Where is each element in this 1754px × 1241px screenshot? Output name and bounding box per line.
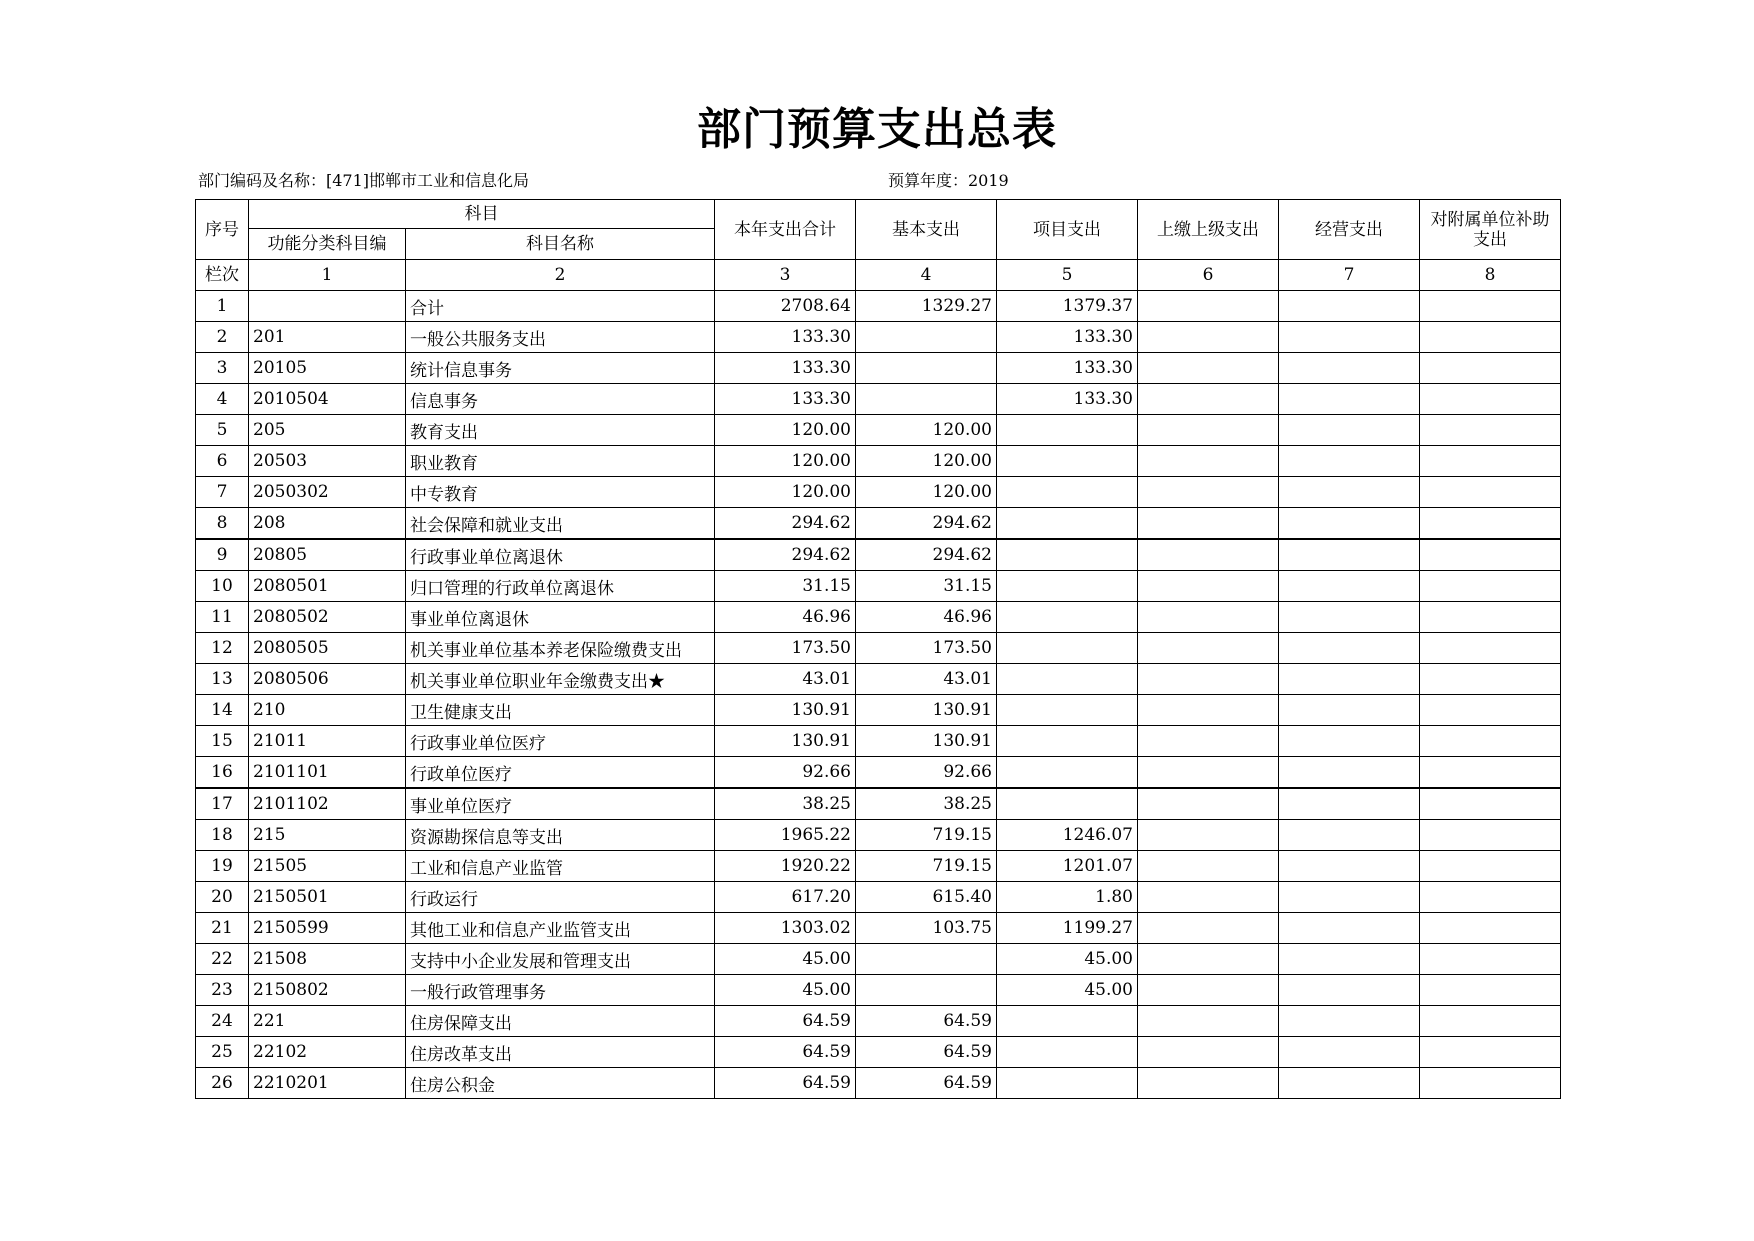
row-total: 133.30 (715, 322, 856, 353)
row-subject-name: 社会保障和就业支出 (406, 508, 715, 540)
row-seq: 17 (196, 788, 249, 820)
table-row (196, 602, 1561, 633)
row-subsidy (1420, 539, 1561, 571)
row-upper-pay (1138, 695, 1279, 726)
row-project (997, 1037, 1138, 1068)
row-func-code: 2150802 (249, 975, 406, 1006)
row-basic: 43.01 (856, 664, 997, 695)
budget-year-label: 预算年度：2019 (888, 171, 1009, 190)
row-project: 133.30 (997, 353, 1138, 384)
table-row (196, 664, 1561, 695)
row-project (997, 664, 1138, 695)
row-subsidy (1420, 913, 1561, 944)
table-row (196, 851, 1561, 882)
row-subject-name: 住房公积金 (406, 1068, 715, 1099)
row-seq: 23 (196, 975, 249, 1006)
row-total: 64.59 (715, 1068, 856, 1099)
row-total: 173.50 (715, 633, 856, 664)
row-total: 1965.22 (715, 820, 856, 851)
row-func-code: 215 (249, 820, 406, 851)
row-total: 31.15 (715, 571, 856, 602)
row-subject-name: 一般公共服务支出 (406, 322, 715, 353)
row-total: 92.66 (715, 757, 856, 789)
header-column-index: 栏次 (196, 260, 249, 291)
row-seq: 4 (196, 384, 249, 415)
row-subsidy (1420, 602, 1561, 633)
row-basic: 130.91 (856, 726, 997, 757)
row-func-code: 2080501 (249, 571, 406, 602)
row-subject-name: 支持中小企业发展和管理支出 (406, 944, 715, 975)
row-upper-pay (1138, 944, 1279, 975)
row-operation (1279, 508, 1420, 540)
row-operation (1279, 539, 1420, 571)
column-number: 8 (1420, 260, 1561, 291)
row-project (997, 757, 1138, 789)
row-func-code: 201 (249, 322, 406, 353)
row-subsidy (1420, 882, 1561, 913)
row-subject-name: 事业单位离退休 (406, 602, 715, 633)
row-project: 1.80 (997, 882, 1138, 913)
row-basic (856, 384, 997, 415)
row-func-code: 221 (249, 1006, 406, 1037)
row-project (997, 788, 1138, 820)
table-row (196, 695, 1561, 726)
row-operation (1279, 1037, 1420, 1068)
row-func-code: 20105 (249, 353, 406, 384)
row-upper-pay (1138, 1006, 1279, 1037)
row-seq: 25 (196, 1037, 249, 1068)
row-total: 64.59 (715, 1037, 856, 1068)
row-operation (1279, 291, 1420, 322)
header-func-code: 功能分类科目编 (249, 229, 406, 260)
row-total: 1920.22 (715, 851, 856, 882)
column-number: 2 (406, 260, 715, 291)
header-seq: 序号 (196, 200, 249, 260)
row-func-code: 2080506 (249, 664, 406, 695)
row-subject-name: 卫生健康支出 (406, 695, 715, 726)
row-basic: 64.59 (856, 1068, 997, 1099)
column-number: 7 (1279, 260, 1420, 291)
row-basic: 294.62 (856, 508, 997, 540)
row-operation (1279, 602, 1420, 633)
row-func-code: 21011 (249, 726, 406, 757)
row-subsidy (1420, 291, 1561, 322)
row-upper-pay (1138, 788, 1279, 820)
row-seq: 14 (196, 695, 249, 726)
row-seq: 13 (196, 664, 249, 695)
row-seq: 18 (196, 820, 249, 851)
row-seq: 2 (196, 322, 249, 353)
row-subject-name: 行政运行 (406, 882, 715, 913)
row-upper-pay (1138, 913, 1279, 944)
row-subject-name: 资源勘探信息等支出 (406, 820, 715, 851)
row-upper-pay (1138, 571, 1279, 602)
row-seq: 26 (196, 1068, 249, 1099)
table-row (196, 415, 1561, 446)
row-subsidy (1420, 975, 1561, 1006)
budget-expenditure-table (195, 199, 1561, 1099)
department-label: 部门编码及名称：[471]邯郸市工业和信息化局 (198, 171, 530, 190)
row-total: 130.91 (715, 695, 856, 726)
row-basic: 1329.27 (856, 291, 997, 322)
row-func-code: 2210201 (249, 1068, 406, 1099)
row-operation (1279, 633, 1420, 664)
page-title: 部门预算支出总表 (697, 104, 1057, 155)
row-basic: 120.00 (856, 446, 997, 477)
row-subject-name: 一般行政管理事务 (406, 975, 715, 1006)
row-operation (1279, 944, 1420, 975)
row-upper-pay (1138, 1037, 1279, 1068)
row-subsidy (1420, 353, 1561, 384)
row-seq: 24 (196, 1006, 249, 1037)
row-basic: 64.59 (856, 1037, 997, 1068)
row-subject-name: 行政事业单位离退休 (406, 539, 715, 571)
row-subsidy (1420, 851, 1561, 882)
row-subsidy (1420, 446, 1561, 477)
row-upper-pay (1138, 384, 1279, 415)
row-basic (856, 944, 997, 975)
row-seq: 15 (196, 726, 249, 757)
row-subject-name: 机关事业单位基本养老保险缴费支出 (406, 633, 715, 664)
row-total: 133.30 (715, 384, 856, 415)
row-seq: 22 (196, 944, 249, 975)
row-operation (1279, 695, 1420, 726)
table-row (196, 820, 1561, 851)
table-body (196, 291, 1561, 1099)
row-subject-name: 合计 (406, 291, 715, 322)
row-project (997, 726, 1138, 757)
table-row (196, 757, 1561, 789)
row-total: 45.00 (715, 975, 856, 1006)
row-operation (1279, 446, 1420, 477)
row-subject-name: 归口管理的行政单位离退休 (406, 571, 715, 602)
row-project: 1246.07 (997, 820, 1138, 851)
row-operation (1279, 726, 1420, 757)
row-func-code: 2101101 (249, 757, 406, 789)
row-subject-name: 信息事务 (406, 384, 715, 415)
column-number: 4 (856, 260, 997, 291)
column-number: 5 (997, 260, 1138, 291)
row-seq: 21 (196, 913, 249, 944)
row-upper-pay (1138, 633, 1279, 664)
header-subject-name: 科目名称 (406, 229, 715, 260)
row-total: 617.20 (715, 882, 856, 913)
row-operation (1279, 322, 1420, 353)
row-seq: 6 (196, 446, 249, 477)
row-operation (1279, 788, 1420, 820)
row-upper-pay (1138, 602, 1279, 633)
row-basic: 92.66 (856, 757, 997, 789)
row-upper-pay (1138, 820, 1279, 851)
table-row (196, 446, 1561, 477)
row-func-code: 20805 (249, 539, 406, 571)
row-operation (1279, 851, 1420, 882)
row-upper-pay (1138, 508, 1279, 540)
row-operation (1279, 664, 1420, 695)
row-basic: 120.00 (856, 477, 997, 508)
row-func-code: 21505 (249, 851, 406, 882)
row-upper-pay (1138, 539, 1279, 571)
row-func-code: 2150501 (249, 882, 406, 913)
header-subject: 科目 (249, 200, 715, 229)
column-number: 1 (249, 260, 406, 291)
table-row (196, 633, 1561, 664)
column-number: 3 (715, 260, 856, 291)
table-row (196, 726, 1561, 757)
row-total: 2708.64 (715, 291, 856, 322)
row-func-code: 2050302 (249, 477, 406, 508)
table-row (196, 322, 1561, 353)
row-upper-pay (1138, 1068, 1279, 1099)
row-basic: 38.25 (856, 788, 997, 820)
row-seq: 16 (196, 757, 249, 789)
row-upper-pay (1138, 975, 1279, 1006)
row-project (997, 415, 1138, 446)
row-subsidy (1420, 1068, 1561, 1099)
row-func-code: 208 (249, 508, 406, 540)
row-total: 133.30 (715, 353, 856, 384)
row-total: 43.01 (715, 664, 856, 695)
row-func-code: 205 (249, 415, 406, 446)
row-operation (1279, 415, 1420, 446)
row-upper-pay (1138, 882, 1279, 913)
row-operation (1279, 384, 1420, 415)
row-basic (856, 322, 997, 353)
row-upper-pay (1138, 415, 1279, 446)
header-upper-pay: 上缴上级支出 (1138, 200, 1279, 260)
row-project: 1379.37 (997, 291, 1138, 322)
row-basic: 615.40 (856, 882, 997, 913)
table-row (196, 353, 1561, 384)
row-total: 45.00 (715, 944, 856, 975)
header-basic: 基本支出 (856, 200, 997, 260)
row-basic: 46.96 (856, 602, 997, 633)
row-total: 130.91 (715, 726, 856, 757)
row-subsidy (1420, 664, 1561, 695)
row-func-code: 210 (249, 695, 406, 726)
row-upper-pay (1138, 851, 1279, 882)
row-total: 294.62 (715, 539, 856, 571)
row-subsidy (1420, 384, 1561, 415)
row-operation (1279, 975, 1420, 1006)
row-func-code: 2101102 (249, 788, 406, 820)
row-seq: 10 (196, 571, 249, 602)
row-total: 38.25 (715, 788, 856, 820)
row-operation (1279, 820, 1420, 851)
row-subject-name: 中专教育 (406, 477, 715, 508)
row-upper-pay (1138, 322, 1279, 353)
row-subject-name: 住房改革支出 (406, 1037, 715, 1068)
row-subject-name: 统计信息事务 (406, 353, 715, 384)
table-row (196, 508, 1561, 540)
row-func-code: 20503 (249, 446, 406, 477)
row-basic: 719.15 (856, 820, 997, 851)
row-subsidy (1420, 571, 1561, 602)
row-seq: 3 (196, 353, 249, 384)
table-row (196, 1037, 1561, 1068)
row-project: 1201.07 (997, 851, 1138, 882)
row-subsidy (1420, 508, 1561, 540)
row-subject-name: 行政单位医疗 (406, 757, 715, 789)
row-seq: 9 (196, 539, 249, 571)
row-seq: 5 (196, 415, 249, 446)
row-project (997, 1006, 1138, 1037)
table-row (196, 913, 1561, 944)
row-subsidy (1420, 944, 1561, 975)
row-basic: 120.00 (856, 415, 997, 446)
row-subsidy (1420, 477, 1561, 508)
row-upper-pay (1138, 353, 1279, 384)
row-upper-pay (1138, 726, 1279, 757)
row-subject-name: 职业教育 (406, 446, 715, 477)
row-total: 64.59 (715, 1006, 856, 1037)
row-upper-pay (1138, 664, 1279, 695)
row-project (997, 1068, 1138, 1099)
table-row (196, 975, 1561, 1006)
row-seq: 12 (196, 633, 249, 664)
row-total: 120.00 (715, 415, 856, 446)
row-project: 1199.27 (997, 913, 1138, 944)
row-func-code: 2080505 (249, 633, 406, 664)
column-number: 6 (1138, 260, 1279, 291)
row-subsidy (1420, 757, 1561, 789)
row-basic: 173.50 (856, 633, 997, 664)
row-upper-pay (1138, 291, 1279, 322)
row-upper-pay (1138, 477, 1279, 508)
row-subject-name: 教育支出 (406, 415, 715, 446)
row-project: 133.30 (997, 384, 1138, 415)
header-total: 本年支出合计 (715, 200, 856, 260)
row-func-code: 21508 (249, 944, 406, 975)
table-row (196, 788, 1561, 820)
row-seq: 7 (196, 477, 249, 508)
header-operation: 经营支出 (1279, 200, 1420, 260)
row-operation (1279, 571, 1420, 602)
table-row (196, 944, 1561, 975)
row-basic (856, 975, 997, 1006)
table-row (196, 384, 1561, 415)
row-operation (1279, 1068, 1420, 1099)
row-subject-name: 工业和信息产业监管 (406, 851, 715, 882)
row-total: 120.00 (715, 477, 856, 508)
row-project (997, 633, 1138, 664)
row-project: 133.30 (997, 322, 1138, 353)
row-basic: 719.15 (856, 851, 997, 882)
row-basic: 130.91 (856, 695, 997, 726)
row-subject-name: 住房保障支出 (406, 1006, 715, 1037)
row-func-code: 2150599 (249, 913, 406, 944)
row-total: 294.62 (715, 508, 856, 540)
row-subsidy (1420, 788, 1561, 820)
row-subject-name: 其他工业和信息产业监管支出 (406, 913, 715, 944)
row-seq: 11 (196, 602, 249, 633)
row-project (997, 602, 1138, 633)
table-row (196, 571, 1561, 602)
row-basic: 31.15 (856, 571, 997, 602)
row-seq: 19 (196, 851, 249, 882)
row-subject-name: 机关事业单位职业年金缴费支出★ (406, 664, 715, 695)
row-project (997, 695, 1138, 726)
row-operation (1279, 353, 1420, 384)
row-operation (1279, 477, 1420, 508)
header-subsidy: 对附属单位补助支出 (1420, 200, 1561, 260)
row-basic: 64.59 (856, 1006, 997, 1037)
row-upper-pay (1138, 446, 1279, 477)
table-row (196, 882, 1561, 913)
row-subsidy (1420, 1037, 1561, 1068)
table-row (196, 1006, 1561, 1037)
row-subject-name: 行政事业单位医疗 (406, 726, 715, 757)
table-row (196, 291, 1561, 322)
row-seq: 1 (196, 291, 249, 322)
row-subsidy (1420, 633, 1561, 664)
row-operation (1279, 1006, 1420, 1037)
row-subsidy (1420, 695, 1561, 726)
table-row (196, 477, 1561, 508)
row-operation (1279, 882, 1420, 913)
row-project (997, 446, 1138, 477)
row-operation (1279, 757, 1420, 789)
header-project: 项目支出 (997, 200, 1138, 260)
row-project: 45.00 (997, 975, 1138, 1006)
table-row (196, 1068, 1561, 1099)
row-upper-pay (1138, 757, 1279, 789)
row-subject-name: 事业单位医疗 (406, 788, 715, 820)
row-total: 120.00 (715, 446, 856, 477)
row-subsidy (1420, 726, 1561, 757)
row-func-code (249, 291, 406, 322)
table-row (196, 539, 1561, 571)
row-basic (856, 353, 997, 384)
row-subsidy (1420, 322, 1561, 353)
row-operation (1279, 913, 1420, 944)
row-project (997, 477, 1138, 508)
row-basic: 294.62 (856, 539, 997, 571)
row-project: 45.00 (997, 944, 1138, 975)
row-func-code: 2080502 (249, 602, 406, 633)
row-total: 1303.02 (715, 913, 856, 944)
row-seq: 8 (196, 508, 249, 540)
row-func-code: 22102 (249, 1037, 406, 1068)
row-subsidy (1420, 820, 1561, 851)
row-basic: 103.75 (856, 913, 997, 944)
row-total: 46.96 (715, 602, 856, 633)
row-project (997, 508, 1138, 540)
row-func-code: 2010504 (249, 384, 406, 415)
row-subsidy (1420, 1006, 1561, 1037)
row-seq: 20 (196, 882, 249, 913)
row-project (997, 571, 1138, 602)
row-subsidy (1420, 415, 1561, 446)
row-project (997, 539, 1138, 571)
